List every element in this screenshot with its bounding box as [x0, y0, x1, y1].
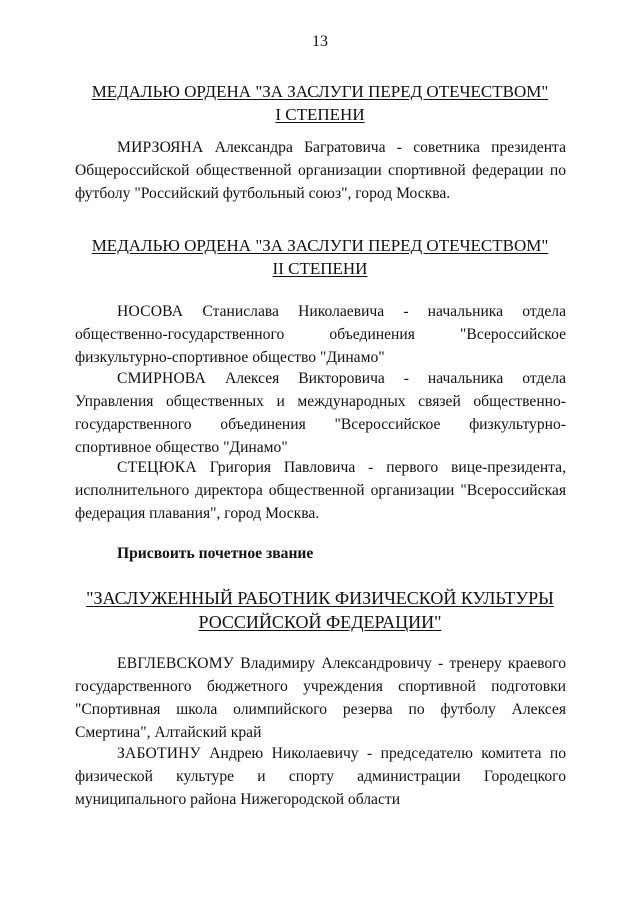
page-number: 13	[312, 33, 328, 50]
entry-name: МИРЗОЯНА	[117, 139, 204, 156]
heading-line: "ЗАСЛУЖЕННЫЙ РАБОТНИК ФИЗИЧЕСКОЙ КУЛЬТУРЫ	[86, 588, 554, 608]
heading-line: РОССИЙСКОЙ ФЕДЕРАЦИИ"	[198, 612, 442, 632]
heading-line: I СТЕПЕНИ	[275, 105, 365, 124]
section-heading-medal-1	[0, 80, 640, 126]
assign-title: Присвоить почетное звание	[117, 545, 314, 562]
entry-text: Александра Багратовича - советника президента Общероссийской общественной организации спортивной федерации по футболу "Российский футбольный союз", город Москва.	[75, 139, 566, 202]
entry-text: Андрею Николаевичу - председателю комитета по физической культуре и спорту администрации Городецкого муниципального района Нижегородской области	[75, 745, 566, 808]
entry-name: ЗАБОТИНУ	[117, 745, 201, 762]
award-entry	[75, 652, 566, 744]
heading-line: II СТЕПЕНИ	[272, 259, 368, 278]
entry-text: Алексея Викторовича - начальника отдела Управления общественных и международных связей общественно-государственного объединения "Всероссийское физкультурно-спортивное общество "Динамо"	[75, 370, 566, 456]
entry-text: Григория Павловича - первого вице-президента, исполнительного директора общественной организации "Всероссийская федерация плавания", город Москва.	[75, 459, 566, 522]
entry-name: СТЕЦЮКА	[117, 459, 197, 476]
heading-line: МЕДАЛЬЮ ОРДЕНА "ЗА ЗАСЛУГИ ПЕРЕД ОТЕЧЕСТВОМ"	[91, 82, 549, 101]
award-entry	[75, 136, 566, 205]
entry-name: НОСОВА	[117, 303, 184, 320]
section-heading-medal-2	[0, 234, 640, 280]
award-entry	[75, 456, 566, 525]
entry-name: ЕВГЛЕВСКОМУ	[117, 655, 235, 672]
award-entry	[75, 367, 566, 459]
heading-line: МЕДАЛЬЮ ОРДЕНА "ЗА ЗАСЛУГИ ПЕРЕД ОТЕЧЕСТВОМ"	[91, 236, 549, 255]
entry-text: Станислава Николаевича - начальника отдела общественно-государственного объединения "Всероссийское физкультурно-спортивное общество "Динамо"	[75, 303, 566, 366]
section-heading-honorary-title	[0, 586, 640, 634]
award-entry	[75, 742, 566, 811]
award-entry	[75, 300, 566, 369]
entry-name: СМИРНОВА	[117, 370, 207, 387]
entry-text: Владимиру Александровичу - тренеру краевого государственного бюджетного учреждения спортивной подготовки "Спортивная школа олимпийского резерва по футболу Алексея Смертина", Алтайский край	[75, 655, 566, 741]
